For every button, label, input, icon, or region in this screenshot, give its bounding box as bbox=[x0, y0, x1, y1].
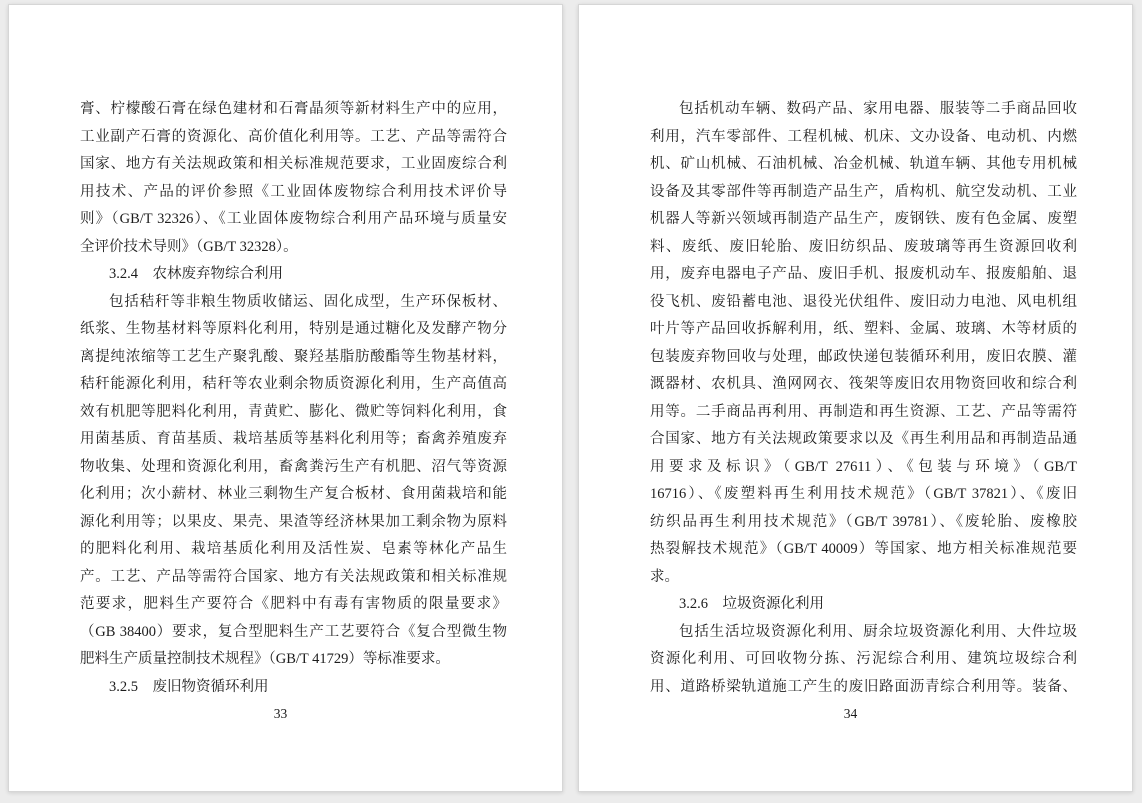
text-line: 纸浆、生物基材料等原料化利用，特别是通过糖化及发酵产物分 bbox=[80, 321, 507, 337]
section-heading: 3.2.5 废旧物资循环利用 bbox=[109, 678, 269, 695]
text-line: 16716）、《废塑料再生利用技术规范》（GB/T 37821）、《废旧 bbox=[650, 486, 1077, 502]
text-line: 则》（GB/T 32326）、《工业固体废物综合利用产品环境与质量安 bbox=[80, 211, 507, 227]
document-page-33[interactable] bbox=[8, 4, 563, 792]
text-line: 包括秸秆等非粮生物质收储运、固化成型，生产环保板材、 bbox=[109, 293, 507, 310]
text-line: 用、道路桥梁轨道施工产生的废旧路面沥青综合利用等。装备、 bbox=[650, 678, 1077, 695]
section-heading: 3.2.4 农林废弃物综合利用 bbox=[109, 266, 283, 282]
text-line: 机、矿山机械、石油机械、冶金机械、轨道车辆、其他专用机械 bbox=[650, 156, 1077, 172]
document-page-34[interactable] bbox=[578, 4, 1133, 792]
text-line: 设备及其零部件等再制造产品生产，盾构机、航空发动机、工业 bbox=[650, 183, 1077, 200]
page-text-area bbox=[650, 96, 1077, 701]
text-line: 国家、地方有关法规政策和相关标准规范要求，工业固废综合利 bbox=[80, 156, 507, 172]
page-number: 33 bbox=[273, 706, 288, 721]
text-line: 资源化利用、可回收物分拣、污泥综合利用、建筑垃圾综合利 bbox=[650, 651, 1077, 667]
text-line: 全评价技术导则》（GB/T 32328）。 bbox=[80, 238, 298, 255]
page-text-area bbox=[80, 96, 507, 701]
text-line: 求。 bbox=[650, 568, 679, 585]
text-line: 源化利用等；以果皮、果壳、果渣等经济林果加工剩余物为原料 bbox=[80, 513, 507, 530]
text-line: 用要求及标识》（GB/T 27611）、《包装与环境》（GB/T bbox=[650, 458, 1077, 475]
text-line: 范要求，肥料生产要符合《肥料中有毒有害物质的限量要求》 bbox=[80, 596, 507, 612]
text-line: 化利用；次小薪材、林业三剩物生产复合板材、食用菌栽培和能 bbox=[80, 486, 507, 502]
text-line: 包括生活垃圾资源化利用、厨余垃圾资源化利用、大件垃圾 bbox=[679, 623, 1077, 640]
text-line: 效有机肥等肥料化利用，青黄贮、膨化、微贮等饲料化利用，食 bbox=[80, 403, 507, 420]
text-line: 役飞机、废铅蓄电池、退役光伏组件、废旧动力电池、风电机组 bbox=[650, 293, 1077, 310]
text-line: 用等。二手商品再利用、再制造和再生资源、工艺、产品等需符 bbox=[650, 403, 1077, 420]
page-number: 34 bbox=[843, 706, 858, 721]
text-line: 工业副产石膏的资源化、高价值化利用等。工艺、产品等需符合 bbox=[80, 128, 507, 145]
text-line: 利用，汽车零部件、工程机械、机床、文办设备、电动机、内燃 bbox=[650, 128, 1077, 145]
text-line: 的肥料化利用、栽培基质化利用及活性炭、皂素等林化产品生 bbox=[80, 541, 507, 557]
text-line: 用技术、产品的评价参照《工业固体废物综合利用技术评价导 bbox=[80, 183, 507, 200]
text-line: 用菌基质、育苗基质、栽培基质等基料化利用等；畜禽养殖废弃 bbox=[80, 431, 507, 447]
text-line: 包装废弃物回收与处理，邮政快递包装循环利用，废旧农膜、灌 bbox=[650, 348, 1077, 365]
text-line: 合国家、地方有关法规政策要求以及《再生利用品和再制造品通 bbox=[650, 431, 1077, 447]
text-line: 机器人等新兴领域再制造产品生产，废钢铁、废有色金属、废塑 bbox=[650, 211, 1077, 227]
text-line: 膏、柠檬酸石膏在绿色建材和石膏晶须等新材料生产中的应用， bbox=[80, 101, 507, 117]
text-line: 用，废弃电器电子产品、废旧手机、报废机动车、报废船舶、退 bbox=[650, 266, 1077, 282]
text-line: 肥料生产质量控制技术规程》（GB/T 41729）等标准要求。 bbox=[80, 651, 450, 667]
text-line: 纺织品再生利用技术规范》（GB/T 39781）、《废轮胎、废橡胶 bbox=[650, 513, 1077, 530]
text-line: 叶片等产品回收拆解利用，纸、塑料、金属、玻璃、木等材质的 bbox=[650, 321, 1077, 337]
text-line: （GB 38400）要求，复合型肥料生产工艺要符合《复合型微生物 bbox=[80, 623, 507, 640]
text-line: 热裂解技术规范》（GB/T 40009）等国家、地方相关标准规范要 bbox=[650, 541, 1077, 557]
text-line: 溉器材、农机具、渔网网衣、筏架等废旧农用物资回收和综合利 bbox=[650, 376, 1077, 392]
text-line: 包括机动车辆、数码产品、家用电器、服装等二手商品回收 bbox=[679, 101, 1077, 117]
text-line: 料、废纸、废旧轮胎、废旧纺织品、废玻璃等再生资源回收利 bbox=[650, 238, 1077, 255]
text-line: 离提纯浓缩等工艺生产聚乳酸、聚羟基脂肪酸酯等生物基材料， bbox=[80, 348, 507, 365]
section-heading: 3.2.6 垃圾资源化利用 bbox=[679, 596, 824, 612]
text-line: 秸秆能源化利用，秸秆等农业剩余物质资源化利用，生产高值高 bbox=[80, 376, 507, 392]
text-line: 物收集、处理和资源化利用，畜禽粪污生产有机肥、沼气等资源 bbox=[80, 458, 507, 475]
text-line: 产。工艺、产品等需符合国家、地方有关法规政策和相关标准规 bbox=[80, 568, 507, 585]
